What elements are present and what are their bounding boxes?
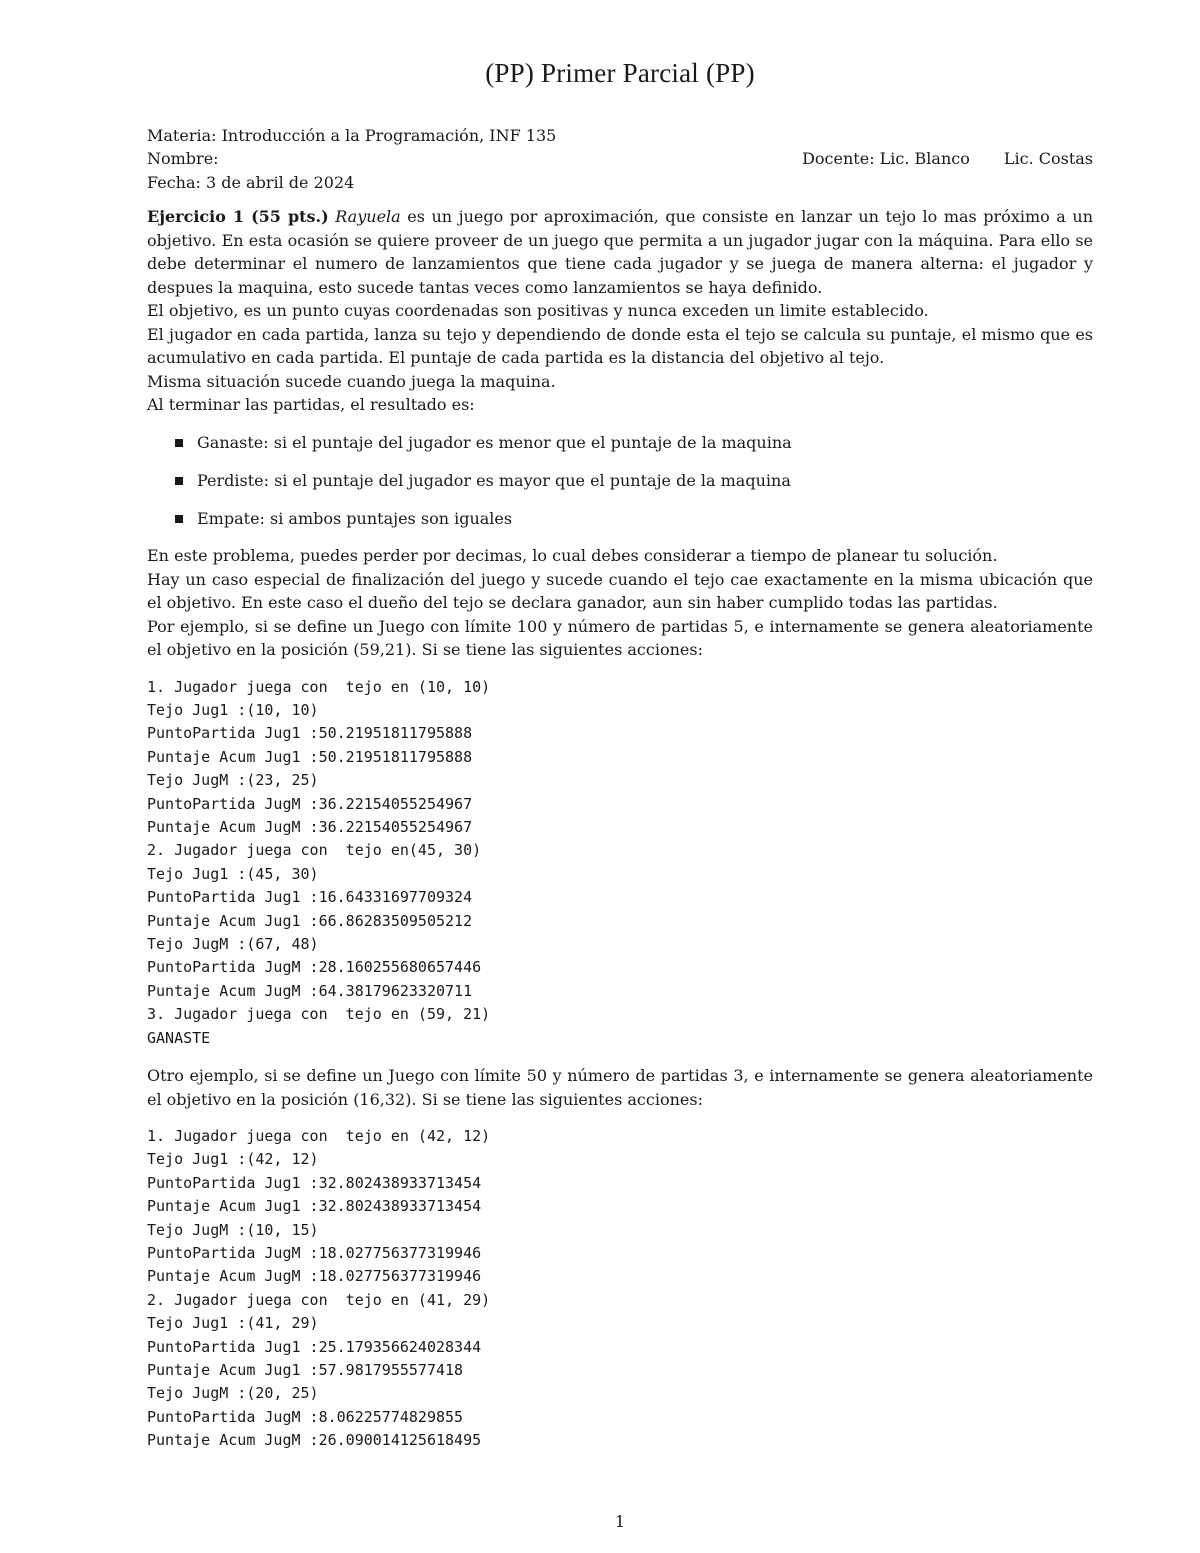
list-item: Perdiste: si el puntaje del jugador es mayor que el puntaje de la maquina bbox=[173, 469, 1093, 493]
intro-text: es un juego por aproximación, que consiste en lanzar un tejo lo mas próximo a un objetivo. En esta ocasión se quiere proveer de un juego que permita a un jugador jugar con la máquina. Para ello se debe determinar el numero de lanzamientos que tiene cada jugador y se juega de manera alterna: el jugador y despues la maquina, esto sucede tantas veces como lanzamientos se haya definido. bbox=[147, 207, 1094, 297]
scoring-text: El jugador en cada partida, lanza su tejo y dependiendo de donde esta el tejo se calcula su puntaje, el mismo que es acumulativo en cada partida. El puntaje de cada partida es la distancia del objetivo al tejo. bbox=[147, 324, 1093, 367]
materia-line: Materia: Introducción a la Programación, INF 135 bbox=[147, 126, 557, 145]
machine-text: Misma situación sucede cuando juega la maquina. bbox=[147, 371, 556, 391]
example2-intro: Otro ejemplo, si se define un Juego con límite 50 y número de partidas 3, e internamente se genera aleatoriamente el objetivo en la posición (16,32). Si se tiene las siguientes acciones: bbox=[147, 1066, 1093, 1109]
code-line: Tejo JugM :(20, 25) bbox=[147, 1384, 319, 1403]
code-line: Tejo Jug1 :(10, 10) bbox=[147, 700, 319, 719]
code-line: Puntaje Acum JugM :36.22154055254967 bbox=[147, 817, 473, 836]
code-line: PuntoPartida JugM :28.160255680657446 bbox=[147, 958, 482, 977]
code-line: PuntoPartida Jug1 :25.179356624028344 bbox=[147, 1337, 482, 1356]
code-line: PuntoPartida Jug1 :16.64331697709324 bbox=[147, 888, 473, 907]
code-line: Puntaje Acum JugM :18.027756377319946 bbox=[147, 1267, 482, 1286]
code-line: PuntoPartida Jug1 :32.802438933713454 bbox=[147, 1173, 482, 1192]
result-list bbox=[147, 431, 1093, 531]
code-line: Tejo JugM :(10, 15) bbox=[147, 1220, 319, 1239]
code-line: Tejo JugM :(67, 48) bbox=[147, 934, 319, 953]
exercise-heading: Ejercicio 1 (55 pts.) bbox=[147, 207, 329, 226]
code-line: 2. Jugador juega con tejo en(45, 30) bbox=[147, 841, 482, 860]
result-intro: Al terminar las partidas, el resultado es: bbox=[147, 395, 475, 414]
code-line: 2. Jugador juega con tejo en (41, 29) bbox=[147, 1290, 491, 1309]
code-line: PuntoPartida JugM :36.22154055254967 bbox=[147, 794, 473, 813]
exercise-body bbox=[147, 205, 1093, 1453]
code-line: 1. Jugador juega con tejo en (42, 12) bbox=[147, 1127, 491, 1145]
code-line: PuntoPartida JugM :18.027756377319946 bbox=[147, 1244, 482, 1263]
example1-code bbox=[147, 676, 1093, 1051]
code-line: Tejo Jug1 :(42, 12) bbox=[147, 1150, 319, 1169]
code-line: Puntaje Acum JugM :26.090014125618495 bbox=[147, 1431, 482, 1450]
code-line: 3. Jugador juega con tejo en (59, 21) bbox=[147, 1005, 491, 1024]
nombre-docente-line bbox=[147, 147, 1093, 170]
special-case-text: Hay un caso especial de finalización del juego y sucede cuando el tejo cae exactamente en la misma ubicación que el objetivo. En este caso el dueño del tejo se declara ganador, aun sin haber cumplido todas las partidas. bbox=[147, 569, 1093, 612]
docente-1: Docente: Lic. Blanco bbox=[802, 149, 970, 169]
docentes bbox=[802, 147, 1093, 170]
list-item: Ganaste: si el puntaje del jugador es menor que el puntaje de la maquina bbox=[173, 431, 1093, 455]
game-name: Rayuela bbox=[335, 207, 401, 226]
decimals-text: En este problema, puedes perder por decimas, lo cual debes considerar a tiempo de planear tu solución. bbox=[147, 546, 998, 565]
example1-intro: Por ejemplo, si se define un Juego con límite 100 y número de partidas 5, e internamente se genera aleatoriamente el objetivo en la posición (59,21). Si se tiene las siguientes acciones: bbox=[147, 616, 1093, 659]
example2-code bbox=[147, 1125, 1093, 1453]
code-line: Puntaje Acum Jug1 :50.21951811795888 bbox=[147, 747, 473, 766]
page-number: 1 bbox=[614, 1512, 626, 1531]
code-line: GANASTE bbox=[147, 1028, 211, 1047]
code-line: Puntaje Acum Jug1 :57.9817955577418 bbox=[147, 1361, 464, 1380]
code-line: 1. Jugador juega con tejo en (10, 10) bbox=[147, 677, 491, 696]
exercise-intro bbox=[147, 205, 1093, 299]
header-info bbox=[147, 124, 1093, 194]
docente-2: Lic. Costas bbox=[1003, 149, 1093, 169]
objective-text: El objetivo, es un punto cuyas coordenadas son positivas y nunca exceden un limite establecido. bbox=[147, 301, 929, 320]
code-line: Puntaje Acum JugM :64.38179623320711 bbox=[147, 981, 473, 1000]
code-line: Tejo Jug1 :(45, 30) bbox=[147, 864, 319, 883]
code-line: Tejo Jug1 :(41, 29) bbox=[147, 1314, 319, 1333]
document-title: (PP) Primer Parcial (PP) bbox=[485, 58, 755, 88]
code-line: PuntoPartida JugM :8.06225774829855 bbox=[147, 1407, 464, 1426]
code-line: PuntoPartida Jug1 :50.21951811795888 bbox=[147, 724, 473, 743]
fecha-line: Fecha: 3 de abril de 2024 bbox=[147, 172, 355, 192]
code-line: Tejo JugM :(23, 25) bbox=[147, 771, 319, 790]
code-line: Puntaje Acum Jug1 :32.802438933713454 bbox=[147, 1197, 482, 1216]
code-line: Puntaje Acum Jug1 :66.86283509505212 bbox=[147, 911, 473, 930]
list-item: Empate: si ambos puntajes son iguales bbox=[173, 507, 1093, 531]
nombre-label: Nombre: bbox=[147, 149, 219, 169]
